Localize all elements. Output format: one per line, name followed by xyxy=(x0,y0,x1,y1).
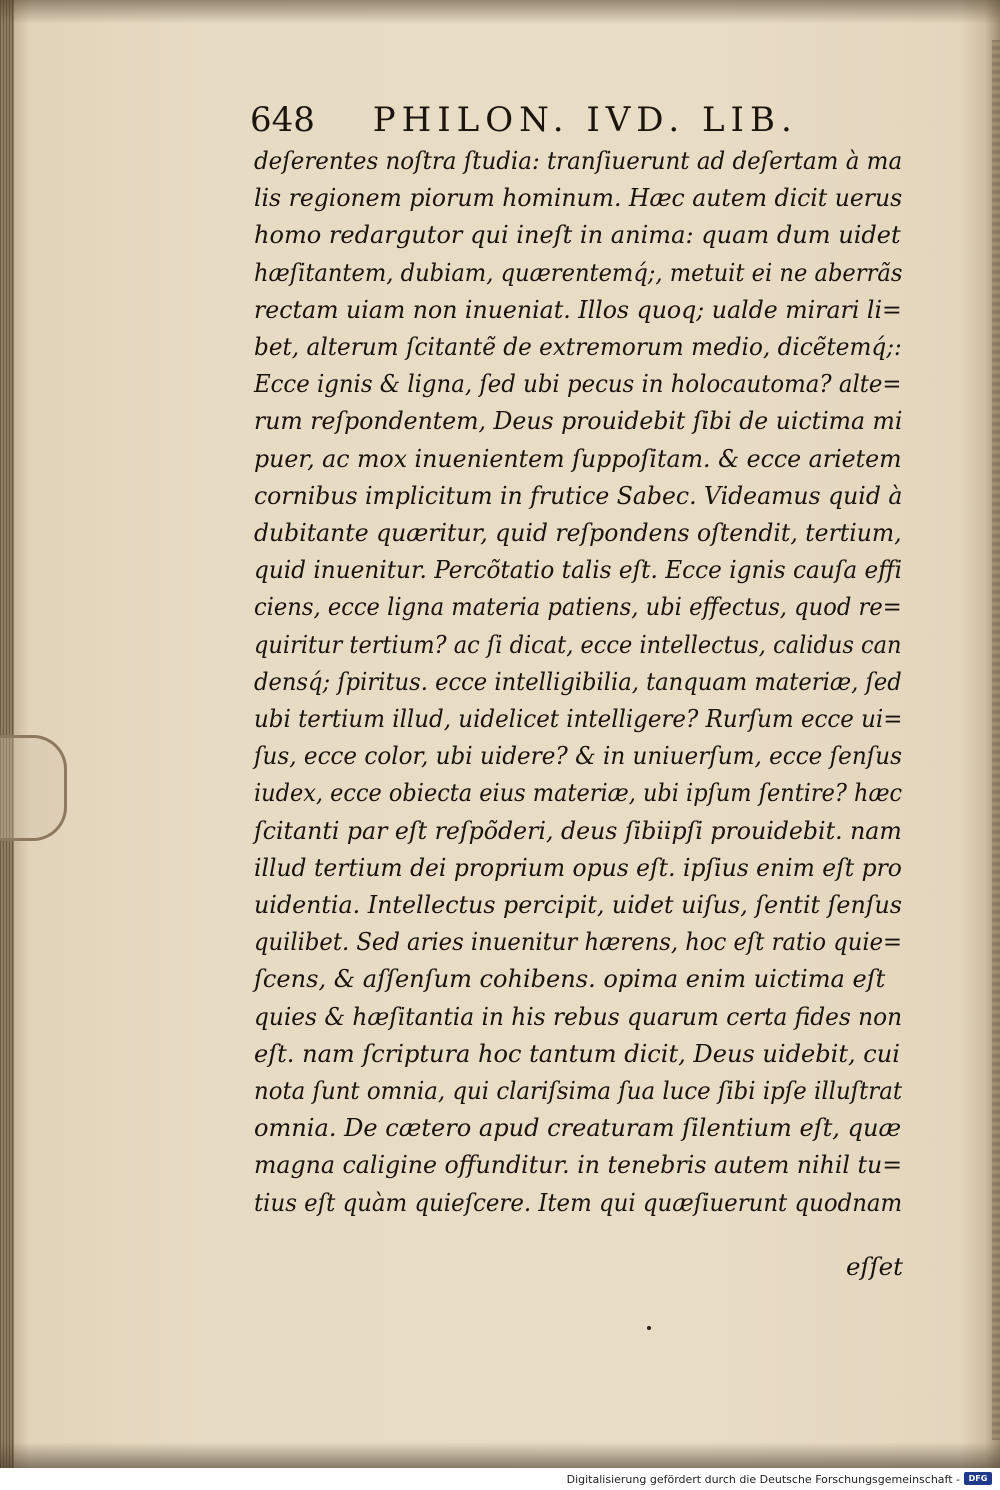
text-line: eſt. nam ſcriptura hoc tantum dicit, Deus uidebit, cui xyxy=(254,1038,900,1068)
text-line: illud tertium dei proprium opus eſt. ipſius enim eſt pro xyxy=(254,852,902,882)
running-head: PHILON. IVD. LIB. xyxy=(372,100,798,140)
text-line: omnia. De cætero apud creaturam ſilentium eſt, quæ xyxy=(254,1113,902,1143)
text-line: Ecce ignis & ligna, ſed ubi pecus in holocautoma? alte= xyxy=(254,369,902,399)
text-line: magna caligine offunditur. in tenebris autem nihil tu= xyxy=(254,1150,903,1180)
text-line: nota ſunt omnia, qui clariſsima ſua luce ſibi ipſe illuſtrat xyxy=(254,1076,903,1106)
ink-speck xyxy=(647,1326,651,1330)
text-line: hæſitantem, dubiam, quærentemq́;, metuit ei ne aberrãs xyxy=(254,257,903,287)
binding-edge xyxy=(992,40,1000,1440)
text-line: iudex, ecce obiecta eius materiæ, ubi ipſum ſentire? hæc xyxy=(254,778,903,808)
text-line: deſerentes noſtra ſtudia: tranſiuerunt ad deſertam à ma xyxy=(254,146,903,175)
text-line: quilibet. Sed aries inuenitur hærens, hoc eſt ratio quie= xyxy=(254,927,903,957)
page-stack-edge xyxy=(0,0,14,1468)
text-line: rectam uiam non inueniat. Illos quoq; ualde mirari li= xyxy=(254,294,902,324)
text-line: uidentia. Intellectus percipit, uidet uiſus, ſentit ſenſus xyxy=(254,890,902,920)
text-line: rum reſpondentem, Deus prouidebit ſibi de uictima mi xyxy=(254,406,903,436)
text-line: ſcens, & aſſenſum cohibens. opima enim uictima eſt xyxy=(254,964,886,994)
page-header xyxy=(250,100,798,140)
text-line: dubitante quæritur, quid reſpondens oſtendit, tertium, xyxy=(254,518,902,548)
text-line: quid inuenitur. Percõtatio talis eſt. Ecce ignis cauſa effi xyxy=(254,555,903,585)
text-line: puer, ac mox inuenientem ſuppoſitam. & ecce arietem xyxy=(254,443,902,473)
text-line: quies & hæſitantia in his rebus quarum certa fides non xyxy=(254,1001,903,1031)
text-line: quiritur tertium? ac ſi dicat, ecce intellectus, calidus can xyxy=(254,629,902,659)
text-line: ubi tertium illud, uidelicet intelligere? Rurſum ecce ui= xyxy=(254,704,903,734)
text-line: ciens, ecce ligna materia patiens, ubi effectus, quod re= xyxy=(254,592,902,622)
clip-tab xyxy=(0,735,67,841)
catchword: eſſet xyxy=(846,1252,903,1281)
text-line: ſus, ecce color, ubi uidere? & in uniuerſum, ecce ſenſus xyxy=(254,741,902,771)
page-number: 648 xyxy=(250,100,315,140)
text-line: cornibus implicitum in frutice Sabec. Videamus quid à xyxy=(254,480,903,510)
bottom-shadow xyxy=(0,1442,1000,1468)
body-text xyxy=(254,142,914,1221)
text-line: bet, alterum ſcitantẽ de extremorum medio, dicẽtemq́;: xyxy=(254,332,902,362)
text-line: tius eſt quàm quieſcere. Item qui quæſiuerunt quodnam xyxy=(254,1187,903,1217)
text-line: densq́; ſpiritus. ecce intelligibilia, tanquam materiæ, ſed xyxy=(254,666,902,696)
top-shadow xyxy=(0,0,1000,24)
text-line: homo redargutor qui ineſt in anima: quam dum uidet xyxy=(254,220,901,250)
funding-credit: Digitalisierung gefördert durch die Deutsche Forschungsgemeinschaft - xyxy=(566,1473,960,1486)
dfg-logo: DFG xyxy=(964,1472,992,1485)
text-line: ſcitanti par eſt reſpõderi, deus ſibiipſi prouidebit. nam xyxy=(254,815,902,845)
text-line: lis regionem piorum hominum. Hæc autem dicit uerus xyxy=(254,183,903,213)
